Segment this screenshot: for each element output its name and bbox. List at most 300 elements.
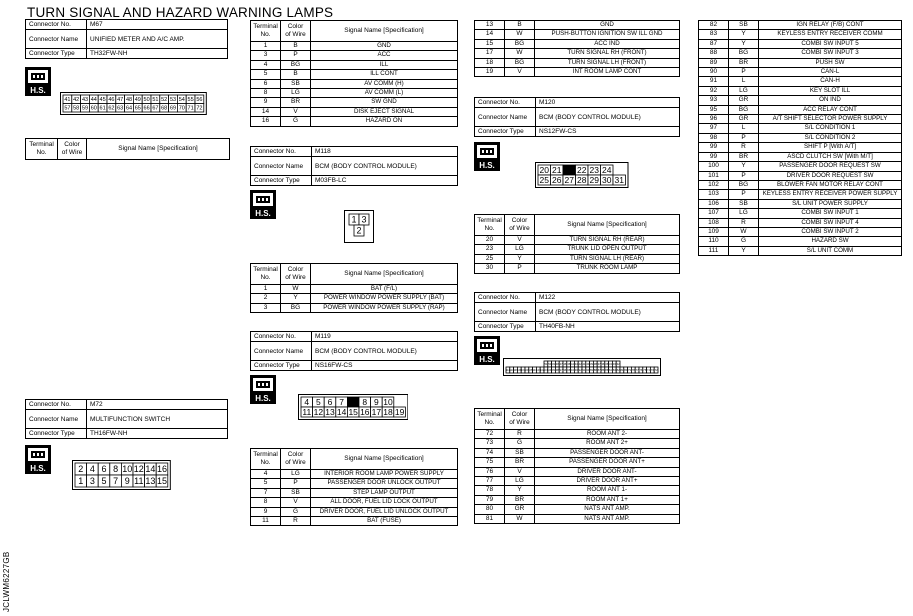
pin-number: 49 xyxy=(134,97,141,104)
signal-name: COMBI SW INPUT 5 xyxy=(759,39,902,48)
signal-name: KEY SLOT ILL xyxy=(759,86,902,95)
table-row xyxy=(251,488,458,497)
pin-number: 19 xyxy=(394,407,405,418)
terminal-no: 9 xyxy=(251,98,281,107)
wire-color: BR xyxy=(505,458,535,467)
wire-color: BR xyxy=(729,58,759,67)
pin-number: 37 xyxy=(597,362,601,366)
table-row xyxy=(475,254,680,263)
wire-color: LG xyxy=(281,89,311,98)
terminal-table-m120 xyxy=(474,214,680,274)
wire-color: LG xyxy=(505,245,535,254)
signal-name: ROOM ANT 2- xyxy=(535,430,680,439)
signal-name: GND xyxy=(535,21,680,30)
table-row xyxy=(251,294,458,303)
connector-no-value: M67 xyxy=(87,20,228,30)
header-terminal-no: Terminal No. xyxy=(251,21,281,42)
wire-color: Y xyxy=(729,162,759,171)
terminal-no: 109 xyxy=(699,227,729,236)
wire-color: V xyxy=(281,107,311,116)
signal-name: TRUNK ROOM LAMP xyxy=(535,264,680,273)
terminal-no: 95 xyxy=(699,105,729,114)
pin-number: 45 xyxy=(567,362,571,366)
pin-number: 65 xyxy=(134,105,141,112)
signal-name: ACC xyxy=(311,51,458,60)
hs-icon-label: H.S. xyxy=(30,464,46,473)
terminal-no: 14 xyxy=(475,30,505,39)
wire-color: BG xyxy=(729,180,759,189)
pin-number: 107 xyxy=(520,368,526,372)
label-connector-name: Connector Name xyxy=(475,303,536,322)
table-row xyxy=(251,117,458,126)
table-row xyxy=(699,199,902,208)
pin-number: 73 xyxy=(650,368,654,372)
pin-number: 42 xyxy=(578,362,582,366)
label-connector-no: Connector No. xyxy=(475,293,536,303)
terminal-no: 20 xyxy=(475,236,505,245)
label-connector-type: Connector Type xyxy=(26,429,87,439)
pin-number: 98 xyxy=(555,368,559,372)
table-row xyxy=(699,124,902,133)
signal-name: NATS ANT AMP. xyxy=(535,514,680,523)
table-row xyxy=(251,517,458,526)
signal-name: TURN SIGNAL LH (REAR) xyxy=(535,254,680,263)
label-connector-name: Connector Name xyxy=(26,410,87,429)
signal-name: PASSENGER DOOR UNLOCK OUTPUT xyxy=(311,479,458,488)
wire-color: SB xyxy=(281,488,311,497)
signal-name: HAZARD ON xyxy=(311,117,458,126)
table-row xyxy=(475,514,680,523)
connector-name-value: BCM (BODY CONTROL MODULE) xyxy=(536,108,680,127)
pin-number: 58 xyxy=(73,105,80,112)
terminal-no: 81 xyxy=(475,514,505,523)
pin-number: 50 xyxy=(548,362,552,366)
wire-color: B xyxy=(505,21,535,30)
terminal-table-bcm-a xyxy=(250,20,458,127)
pin-number: 18 xyxy=(383,407,393,418)
terminal-no: 72 xyxy=(475,430,505,439)
pin-number: 56 xyxy=(196,97,203,104)
pin-number: 11 xyxy=(134,476,144,487)
table-row xyxy=(475,245,680,254)
terminal-no: 30 xyxy=(475,264,505,273)
wire-color: GR xyxy=(505,505,535,514)
signal-name: DRIVER DOOR REQUEST SW xyxy=(759,171,902,180)
table-row xyxy=(699,237,902,246)
label-connector-type: Connector Type xyxy=(251,361,312,371)
signal-name: DRIVER DOOR, FUEL LID UNLOCK OUTPUT xyxy=(311,507,458,516)
pin-number: 14 xyxy=(145,464,156,475)
pin-number: 77 xyxy=(635,368,639,372)
terminal-no: 106 xyxy=(699,199,729,208)
pin-number: 5 xyxy=(101,476,107,487)
label-connector-name: Connector Name xyxy=(26,30,87,49)
wire-color: Y xyxy=(505,254,535,263)
signal-name: POWER WINDOW POWER SUPPLY (BAT) xyxy=(311,294,458,303)
connector-info-m72 xyxy=(25,399,228,439)
wire-color: G xyxy=(281,117,311,126)
pin-number: 57 xyxy=(64,105,71,112)
wire-color: LG xyxy=(505,477,535,486)
table-row xyxy=(251,70,458,79)
pin-number: 60 xyxy=(90,105,97,112)
table-row xyxy=(699,180,902,189)
pin-number: 99 xyxy=(552,368,555,372)
terminal-no: 25 xyxy=(475,254,505,263)
pin-number: 15 xyxy=(156,476,168,487)
terminal-no: 93 xyxy=(699,96,729,105)
pin-number: 17 xyxy=(371,407,382,418)
table-row xyxy=(699,96,902,105)
wire-color: SB xyxy=(505,448,535,457)
pin-number: 31 xyxy=(614,175,624,186)
connector-name-value: BCM (BODY CONTROL MODULE) xyxy=(312,342,458,361)
pin-number: 67 xyxy=(152,105,159,112)
signal-name: CAN-H xyxy=(759,77,902,86)
terminal-no: 99 xyxy=(699,143,729,152)
table-row xyxy=(699,58,902,67)
header-terminal-no: Terminal No. xyxy=(475,215,505,236)
terminal-table-m119 xyxy=(250,448,458,526)
table-row xyxy=(699,227,902,236)
table-row xyxy=(475,39,680,48)
signal-name: DISK EJECT SIGNAL xyxy=(311,107,458,116)
terminal-no: 17 xyxy=(475,49,505,58)
pin-number: 36 xyxy=(601,362,605,366)
wire-color: BR xyxy=(281,98,311,107)
signal-name: AV COMM (L) xyxy=(311,89,458,98)
wire-color: V xyxy=(281,498,311,507)
signal-name: S/L CONDITION 2 xyxy=(759,133,902,142)
terminal-no: 8 xyxy=(251,89,281,98)
terminal-table-m118 xyxy=(250,263,458,313)
hs-icon xyxy=(25,445,51,474)
signal-name: INTERIOR ROOM LAMP POWER SUPPLY xyxy=(311,470,458,479)
signal-name: PUSH-BUTTON IGNITION SW ILL GND xyxy=(535,30,680,39)
diagram-code: JCLWM6227GB xyxy=(2,551,11,612)
signal-name: S/L CONDITION 1 xyxy=(759,124,902,133)
pin-number: 44 xyxy=(571,362,574,366)
signal-name: ROOM ANT 1+ xyxy=(535,495,680,504)
pin-number: 51 xyxy=(152,97,159,104)
pin-number: 106 xyxy=(524,368,530,372)
wire-color: Y xyxy=(729,246,759,255)
wire-color: Y xyxy=(281,294,311,303)
terminal-no: 5 xyxy=(251,70,281,79)
table-row xyxy=(475,58,680,67)
signal-name: DRIVER DOOR ANT+ xyxy=(535,477,680,486)
pin-number: 20 xyxy=(539,165,549,176)
table-row xyxy=(251,107,458,116)
wire-color: BG xyxy=(281,60,311,69)
pin-number: 72 xyxy=(654,368,658,372)
table-row xyxy=(699,209,902,218)
pin-number: 91 xyxy=(582,368,586,372)
pin-number: 28 xyxy=(577,175,587,186)
pin-number: 84 xyxy=(609,368,612,372)
wire-color: V xyxy=(505,467,535,476)
hs-icon-label: H.S. xyxy=(30,86,46,95)
signal-name: BAT (F/L) xyxy=(311,285,458,294)
table-row xyxy=(475,68,680,77)
terminal-no: 89 xyxy=(699,58,729,67)
pin-number: 75 xyxy=(643,368,647,372)
signal-name: COMBI SW INPUT 2 xyxy=(759,227,902,236)
wire-color: SB xyxy=(729,21,759,30)
pin-number: 12 xyxy=(133,464,144,475)
table-row xyxy=(251,79,458,88)
hs-icon xyxy=(25,67,51,96)
label-connector-no: Connector No. xyxy=(26,20,87,30)
terminal-no: 3 xyxy=(251,51,281,60)
header-terminal-no: Terminal No. xyxy=(251,449,281,470)
terminal-no: 4 xyxy=(251,470,281,479)
signal-name: ROOM ANT 1- xyxy=(535,486,680,495)
pin-number: 88 xyxy=(593,368,597,372)
pin-number: 81 xyxy=(620,368,624,372)
signal-name: ACC RELAY CONT xyxy=(759,105,902,114)
signal-name: HAZARD SW xyxy=(759,237,902,246)
terminal-no: 92 xyxy=(699,86,729,95)
signal-name: COMBI SW INPUT 4 xyxy=(759,218,902,227)
wire-color: W xyxy=(505,30,535,39)
table-row xyxy=(475,495,680,504)
table-row xyxy=(475,486,680,495)
signal-name: COMBI SW INPUT 1 xyxy=(759,209,902,218)
label-connector-no: Connector No. xyxy=(251,332,312,342)
pin-number: 93 xyxy=(574,368,578,372)
header-wire-color: Color of Wire xyxy=(281,21,311,42)
signal-name: KEYLESS ENTRY RECEIVER COMM xyxy=(759,30,902,39)
pin-number: 7 xyxy=(113,476,119,487)
terminal-no: 77 xyxy=(475,477,505,486)
terminal-no: 97 xyxy=(699,124,729,133)
connector-face-m72 xyxy=(72,460,171,490)
connector-type-value: TH16FW-NH xyxy=(87,429,228,439)
wire-color: P xyxy=(281,479,311,488)
table-row xyxy=(699,68,902,77)
table-row xyxy=(699,39,902,48)
pin-number: 101 xyxy=(543,368,549,372)
signal-name: NATS ANT AMP. xyxy=(535,505,680,514)
pin-number: 54 xyxy=(178,97,185,104)
wire-color: Y xyxy=(505,486,535,495)
label-connector-type: Connector Type xyxy=(251,176,312,186)
header-signal-name: Signal Name [Specification] xyxy=(535,215,680,236)
pin-number: 53 xyxy=(169,97,177,104)
signal-name: ILL CONT xyxy=(311,70,458,79)
pin-number: 34 xyxy=(609,362,612,366)
label-connector-name: Connector Name xyxy=(251,157,312,176)
pin-number: 92 xyxy=(578,368,582,372)
pin-number: 48 xyxy=(555,362,559,366)
hs-icon-label: H.S. xyxy=(479,355,495,364)
connector-name-value: BCM (BODY CONTROL MODULE) xyxy=(536,303,680,322)
pin-number: 42 xyxy=(73,97,80,104)
terminal-table-m122 xyxy=(474,408,680,524)
header-signal-name: Signal Name [Specification] xyxy=(311,21,458,42)
table-row xyxy=(475,458,680,467)
pin-number: 63 xyxy=(117,105,124,112)
signal-name: ASCD CLUTCH SW [With M/T] xyxy=(759,152,902,161)
signal-name: STEP LAMP OUTPUT xyxy=(311,488,458,497)
wire-color: LG xyxy=(729,86,759,95)
table-row xyxy=(251,285,458,294)
wire-color: W xyxy=(281,285,311,294)
table-row xyxy=(475,264,680,273)
hs-icon-label: H.S. xyxy=(479,161,495,170)
pin-cavity xyxy=(347,397,359,407)
wire-color: SB xyxy=(281,79,311,88)
signal-name: BLOWER FAN MOTOR RELAY CONT xyxy=(759,180,902,189)
pin-number: 23 xyxy=(589,165,599,176)
connector-type-value: TH40FB-NH xyxy=(536,322,680,332)
signal-name: ROOM ANT 2+ xyxy=(535,439,680,448)
signal-name: S/L UNIT POWER SUPPLY xyxy=(759,199,902,208)
signal-name: PUSH SW xyxy=(759,58,902,67)
table-row xyxy=(251,42,458,51)
signal-name: COMBI SW INPUT 3 xyxy=(759,49,902,58)
wire-color: BG xyxy=(505,58,535,67)
wire-color: P xyxy=(729,133,759,142)
label-connector-no: Connector No. xyxy=(251,147,312,157)
wire-color: R xyxy=(505,430,535,439)
connector-info-m118 xyxy=(250,146,458,186)
signal-name: AV COMM (H) xyxy=(311,79,458,88)
wire-color: P xyxy=(505,264,535,273)
terminal-no: 23 xyxy=(475,245,505,254)
pin-number: 2 xyxy=(78,464,84,475)
pin-number: 14 xyxy=(336,407,347,418)
table-row xyxy=(699,30,902,39)
wire-color: Y xyxy=(729,30,759,39)
terminal-no: 91 xyxy=(699,77,729,86)
terminal-no: 101 xyxy=(699,171,729,180)
terminal-no: 2 xyxy=(251,294,281,303)
signal-name: A/T SHIFT SELECTOR POWER SUPPLY xyxy=(759,115,902,124)
pin-number: 76 xyxy=(639,368,643,372)
label-connector-no: Connector No. xyxy=(26,400,87,410)
connector-type-value: TH32FW-NH xyxy=(87,49,228,59)
wire-color: R xyxy=(729,143,759,152)
table-row xyxy=(699,218,902,227)
terminal-table-m67 xyxy=(25,138,230,160)
connector-no-value: M120 xyxy=(536,98,680,108)
terminal-no: 8 xyxy=(251,498,281,507)
connector-name-value: MULTIFUNCTION SWITCH xyxy=(87,410,228,429)
wire-color: P xyxy=(729,68,759,77)
pin-number: 51 xyxy=(544,362,548,366)
table-row xyxy=(475,439,680,448)
signal-name: INT ROOM LAMP CONT xyxy=(535,68,680,77)
signal-name: PASSENGER DOOR REQUEST SW xyxy=(759,162,902,171)
header-signal-name: Signal Name [Specification] xyxy=(311,449,458,470)
pin-number: 32 xyxy=(616,362,620,366)
table-row xyxy=(699,77,902,86)
wire-color: G xyxy=(505,439,535,448)
hs-icon xyxy=(474,336,500,365)
table-row xyxy=(699,115,902,124)
table-row xyxy=(699,86,902,95)
pin-number: 110 xyxy=(509,368,514,372)
terminal-no: 13 xyxy=(475,21,505,30)
signal-name: SW GND xyxy=(311,98,458,107)
signal-name: KEYLESS ENTRY RECEIVER POWER SUPPLY xyxy=(759,190,902,199)
terminal-no: 102 xyxy=(699,180,729,189)
terminal-no: 74 xyxy=(475,448,505,457)
wire-color: P xyxy=(729,171,759,180)
pin-number: 7 xyxy=(339,397,344,408)
pin-number: 6 xyxy=(101,464,107,475)
terminal-no: 90 xyxy=(699,68,729,77)
pin-number: 38 xyxy=(593,362,597,366)
wire-color: B xyxy=(281,42,311,51)
wire-color: BR xyxy=(505,495,535,504)
pin-number: 79 xyxy=(628,368,631,372)
connector-name-value: BCM (BODY CONTROL MODULE) xyxy=(312,157,458,176)
wire-color: R xyxy=(729,218,759,227)
connector-no-value: M119 xyxy=(312,332,458,342)
connector-face-m119 xyxy=(298,394,408,420)
pin-number: 68 xyxy=(161,105,168,112)
table-row xyxy=(699,105,902,114)
label-connector-type: Connector Type xyxy=(475,322,536,332)
table-row xyxy=(475,430,680,439)
terminal-no: 103 xyxy=(699,190,729,199)
terminal-no: 75 xyxy=(475,458,505,467)
table-row xyxy=(699,162,902,171)
pin-number: 90 xyxy=(586,368,590,372)
terminal-no: 4 xyxy=(251,60,281,69)
pin-number: 94 xyxy=(571,368,574,372)
pin-number: 87 xyxy=(597,368,601,372)
signal-name: TURN SIGNAL RH (FRONT) xyxy=(535,49,680,58)
table-row xyxy=(699,133,902,142)
pin-number: 66 xyxy=(143,105,150,112)
connector-info-m67 xyxy=(25,19,228,59)
wire-color: GR xyxy=(729,115,759,124)
connector-no-value: M72 xyxy=(87,400,228,410)
table-row xyxy=(251,98,458,107)
pin-number: 35 xyxy=(605,362,609,366)
pin-number: 85 xyxy=(605,368,609,372)
header-signal-name: Signal Name [Specification] xyxy=(87,139,230,160)
terminal-no: 107 xyxy=(699,209,729,218)
table-row xyxy=(251,507,458,516)
table-row xyxy=(251,89,458,98)
pin-number: 16 xyxy=(156,464,168,475)
table-row xyxy=(699,171,902,180)
hs-icon xyxy=(250,190,276,219)
pin-number: 47 xyxy=(559,362,563,366)
pin-number: 3 xyxy=(89,476,95,487)
terminal-no: 76 xyxy=(475,467,505,476)
wire-color: V xyxy=(505,236,535,245)
pin-number: 15 xyxy=(348,407,358,418)
signal-name: ILL xyxy=(311,60,458,69)
terminal-no: 6 xyxy=(251,79,281,88)
pin-number: 74 xyxy=(647,368,650,372)
header-signal-name: Signal Name [Specification] xyxy=(535,409,680,430)
wire-color: P xyxy=(281,51,311,60)
signal-name: BAT (FUSE) xyxy=(311,517,458,526)
pin-number: 89 xyxy=(590,368,593,372)
pin-number: 9 xyxy=(374,397,379,408)
pin-number: 13 xyxy=(325,407,335,418)
pin-number: 102 xyxy=(539,368,545,372)
pin-number: 44 xyxy=(90,97,97,104)
signal-name: TRUNK LID OPEN OUTPUT xyxy=(535,245,680,254)
